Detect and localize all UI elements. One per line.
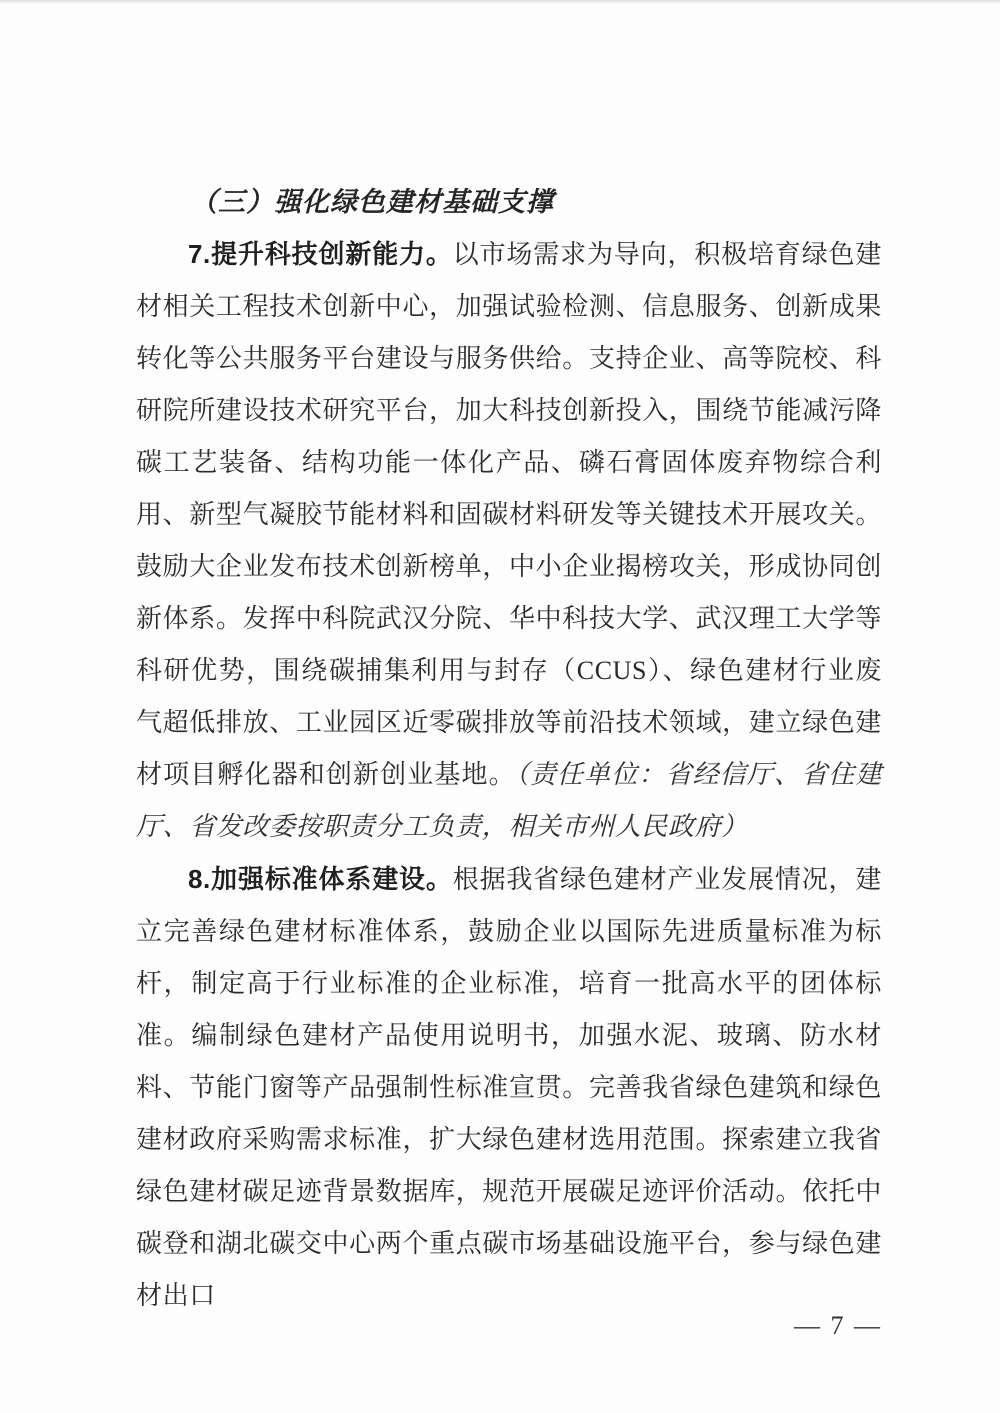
paragraph-7-responsibility-note: （责任单位：省经信厅、省住建厅、省发改委按职责分工负责，相关市州人民政府） xyxy=(136,760,882,841)
document-body xyxy=(136,176,882,1322)
paragraph-7-text: 以市场需求为导向，积极培育绿色建材相关工程技术创新中心，加强试验检测、信息服务、创新成果转化等公共服务平台建设与服务供给。支持企业、高等院校、科研院所建设技术研究平台，加大科技创新投入，围绕节能减污降碳工艺装备、结构功能一体化产品、磷石膏固体废弃物综合利用、新型气凝胶节能材料和固碳材料研发等关键技术开展攻关。鼓励大企业发布技术创新榜单，中小企业揭榜攻关，形成协同创新体系。发挥中科院武汉分院、华中科技大学、武汉理工大学等科研优势，围绕碳捕集利用与封存（CCUS）、绿色建材行业废气超低排放、工业园区近零碳排放等前沿技术领域，建立绿色建材项目孵化器和创新创业基地。 xyxy=(136,240,882,789)
paragraph-8-text: 根据我省绿色建材产业发展情况，建立完善绿色建材标准体系，鼓励企业以国际先进质量标准为标杆，制定高于行业标准的企业标准，培育一批高水平的团体标准。编制绿色建材产品使用说明书，加强水泥、玻璃、防水材料、节能门窗等产品强制性标准宣贯。完善我省绿色建筑和绿色建材政府采购需求标准，扩大绿色建材选用范围。探索建立我省绿色建材碳足迹背景数据库，规范开展碳足迹评价活动。依托中碳登和湖北碳交中心两个重点碳市场基础设施平台，参与绿色建材出口 xyxy=(136,865,882,1310)
paragraph-8-lead: 8.加强标准体系建设。 xyxy=(188,864,453,894)
section-heading: （三）强化绿色建材基础支撑 xyxy=(190,187,554,217)
paragraph-7 xyxy=(136,228,882,853)
paragraph-8 xyxy=(136,853,882,1322)
paragraph-7-lead: 7.提升科技创新能力。 xyxy=(188,239,453,269)
page-number: — 7 — xyxy=(794,1311,882,1340)
